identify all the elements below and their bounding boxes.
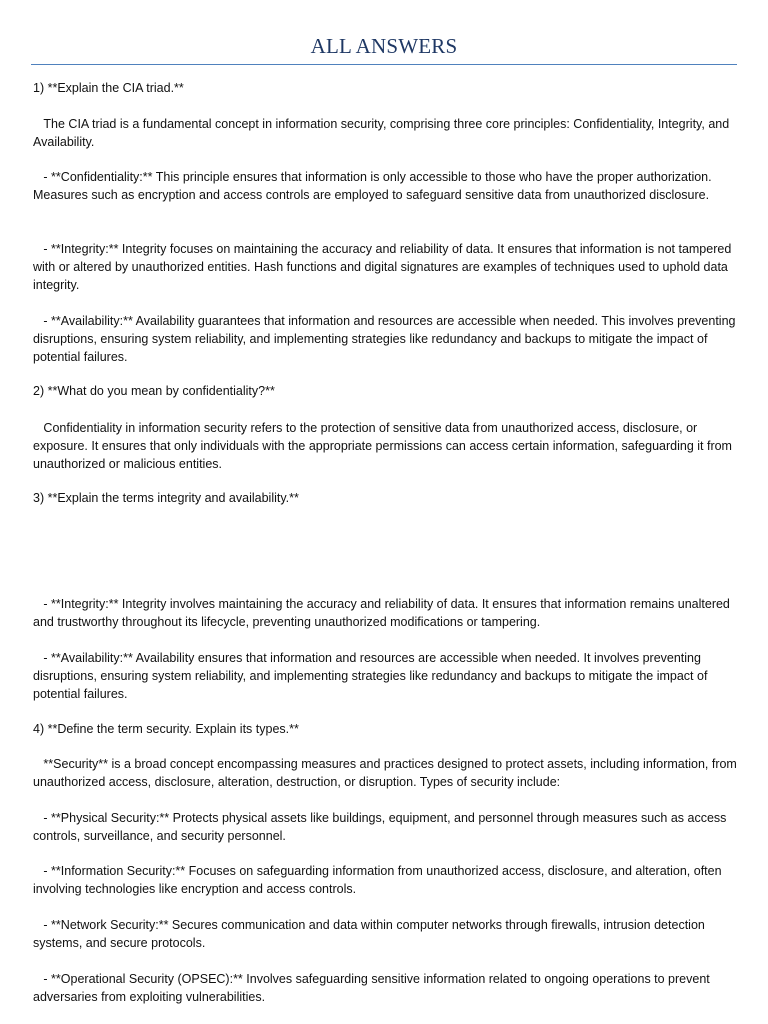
title-underline: [31, 64, 737, 65]
question-2-heading: 2) **What do you mean by confidentiality?**: [33, 384, 275, 398]
answer-1-integrity: - **Integrity:** Integrity focuses on maintaining the accuracy and reliability of data. It ensures that information is not tampered with or altered by unauthorized entities. Hash functions and digital signatures are examples of techniques used to uphold data integrity.: [33, 242, 735, 292]
answer-1-availability: - **Availability:** Availability guarantees that information and resources are accessible when needed. This involves preventing disruptions, ensuring system reliability, and implementing strategies like redundancy and backups to mitigate the impact of potential failures.: [33, 314, 739, 364]
answer-4-information-security: - **Information Security:** Focuses on safeguarding information from unauthorized access, disclosure, and alteration, often involving technologies like encryption and access controls.: [33, 864, 726, 896]
answer-4-physical-security: - **Physical Security:** Protects physical assets like buildings, equipment, and personnel through measures such as access controls, surveillance, and security personnel.: [33, 811, 730, 843]
answer-3-integrity: - **Integrity:** Integrity involves maintaining the accuracy and reliability of data. It ensures that information remains unaltered and trustworthy throughout its lifecycle, preventing unauthorized modifications or tampering.: [33, 597, 734, 629]
answer-1-confidentiality: - **Confidentiality:** This principle ensures that information is only accessible to those who have the proper authorization. Measures such as encryption and access controls are employed to safeguard sensitive data from unauthorized disclosure.: [33, 170, 716, 202]
answer-4-intro: **Security** is a broad concept encompassing measures and practices designed to protect assets, including information, from unauthorized access, disclosure, alteration, destruction, or disruption. Types of security include:: [33, 757, 741, 789]
answer-2-body: Confidentiality in information security refers to the protection of sensitive data from unauthorized access, disclosure, or exposure. It ensures that only individuals with the appropriate permissions can access certain information, safeguarding it from unauthorized or malicious entities.: [33, 421, 736, 471]
question-1-heading: 1) **Explain the CIA triad.**: [33, 81, 184, 95]
answer-3-availability: - **Availability:** Availability ensures that information and resources are accessible when needed. It involves preventing disruptions, ensuring system reliability, and implementing strategies like redundancy and backups to mitigate the impact of potential failures.: [33, 651, 711, 701]
document-title: ALL ANSWERS: [310, 34, 458, 58]
answer-4-network-security: - **Network Security:** Secures communication and data within computer networks through firewalls, intrusion detection systems, and secure protocols.: [33, 918, 709, 950]
question-3-heading: 3) **Explain the terms integrity and availability.**: [33, 491, 299, 505]
question-4-heading: 4) **Define the term security. Explain its types.**: [33, 722, 299, 736]
answer-4-operational-security: - **Operational Security (OPSEC):** Involves safeguarding sensitive information related to ongoing operations to prevent adversaries from exploiting vulnerabilities.: [33, 972, 714, 1004]
answer-1-intro: The CIA triad is a fundamental concept in information security, comprising three core principles: Confidentiality, Integrity, and Availability.: [33, 117, 732, 149]
